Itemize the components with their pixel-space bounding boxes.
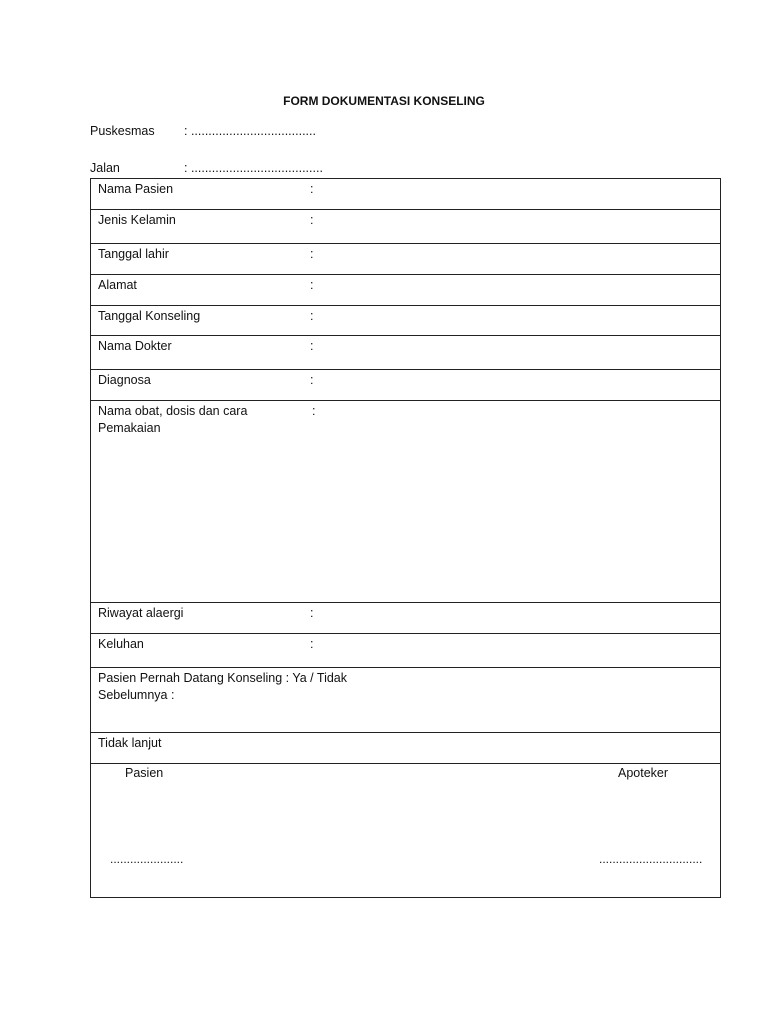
row-tanggal-konseling[interactable]	[91, 306, 720, 336]
nama-obat-label-line2: Pemakaian	[98, 421, 161, 435]
nama-pasien-colon: :	[310, 182, 314, 196]
jenis-kelamin-label: Jenis Kelamin	[98, 213, 176, 227]
nama-dokter-colon: :	[310, 339, 314, 353]
nama-obat-label	[98, 403, 247, 437]
riwayat-alergi-colon: :	[310, 606, 314, 620]
jalan-line	[90, 161, 323, 175]
riwayat-konseling-text	[98, 670, 347, 704]
row-nama-dokter[interactable]	[91, 336, 720, 370]
apoteker-caption: Apoteker	[618, 766, 669, 780]
diagnosa-label: Diagnosa	[98, 373, 151, 387]
puskesmas-label: Puskesmas	[90, 124, 155, 138]
jenis-kelamin-colon: :	[310, 213, 314, 227]
nama-pasien-label: Nama Pasien	[98, 182, 174, 196]
apoteker-signature-field[interactable]: ...............................	[599, 852, 703, 866]
nama-dokter-label: Nama Dokter	[98, 339, 172, 353]
pasien-caption: Pasien	[125, 766, 164, 780]
keluhan-colon: :	[310, 637, 314, 651]
row-keluhan[interactable]	[91, 634, 720, 668]
row-alamat[interactable]	[91, 275, 720, 306]
nama-obat-colon: :	[312, 404, 316, 418]
tanggal-lahir-label: Tanggal lahir	[98, 247, 169, 261]
keluhan-label: Keluhan	[98, 637, 144, 651]
jalan-field[interactable]: : ......................................	[184, 161, 323, 175]
row-tanggal-lahir[interactable]	[91, 244, 720, 275]
diagnosa-colon: :	[310, 373, 314, 387]
alamat-colon: :	[310, 278, 314, 292]
row-tindak-lanjut[interactable]	[91, 733, 720, 764]
row-riwayat-alergi[interactable]	[91, 603, 720, 634]
row-nama-pasien[interactable]	[91, 179, 720, 210]
tanggal-lahir-colon: :	[310, 247, 314, 261]
riwayat-konseling-line2: Sebelumnya :	[98, 688, 175, 702]
counseling-form-table	[90, 178, 721, 898]
alamat-label: Alamat	[98, 278, 137, 292]
form-title: FORM DOKUMENTASI KONSELING	[283, 94, 485, 108]
puskesmas-field[interactable]: : ....................................	[184, 124, 316, 138]
row-riwayat-konseling[interactable]	[91, 668, 720, 733]
row-nama-obat[interactable]	[91, 401, 720, 603]
jalan-label: Jalan	[90, 161, 120, 175]
tanggal-konseling-label: Tanggal Konseling	[98, 309, 201, 323]
signature-section	[91, 764, 720, 897]
tanggal-konseling-colon: :	[310, 309, 314, 323]
nama-obat-label-line1: Nama obat, dosis dan cara	[98, 404, 248, 418]
pasien-signature-field[interactable]: ......................	[110, 852, 184, 866]
row-jenis-kelamin[interactable]	[91, 210, 720, 244]
riwayat-konseling-line1: Pasien Pernah Datang Konseling : Ya / Tidak	[98, 671, 348, 685]
tindak-lanjut-label: Tidak lanjut	[98, 736, 162, 750]
row-diagnosa[interactable]	[91, 370, 720, 401]
puskesmas-line	[90, 124, 316, 138]
riwayat-alergi-label: Riwayat alaergi	[98, 606, 184, 620]
